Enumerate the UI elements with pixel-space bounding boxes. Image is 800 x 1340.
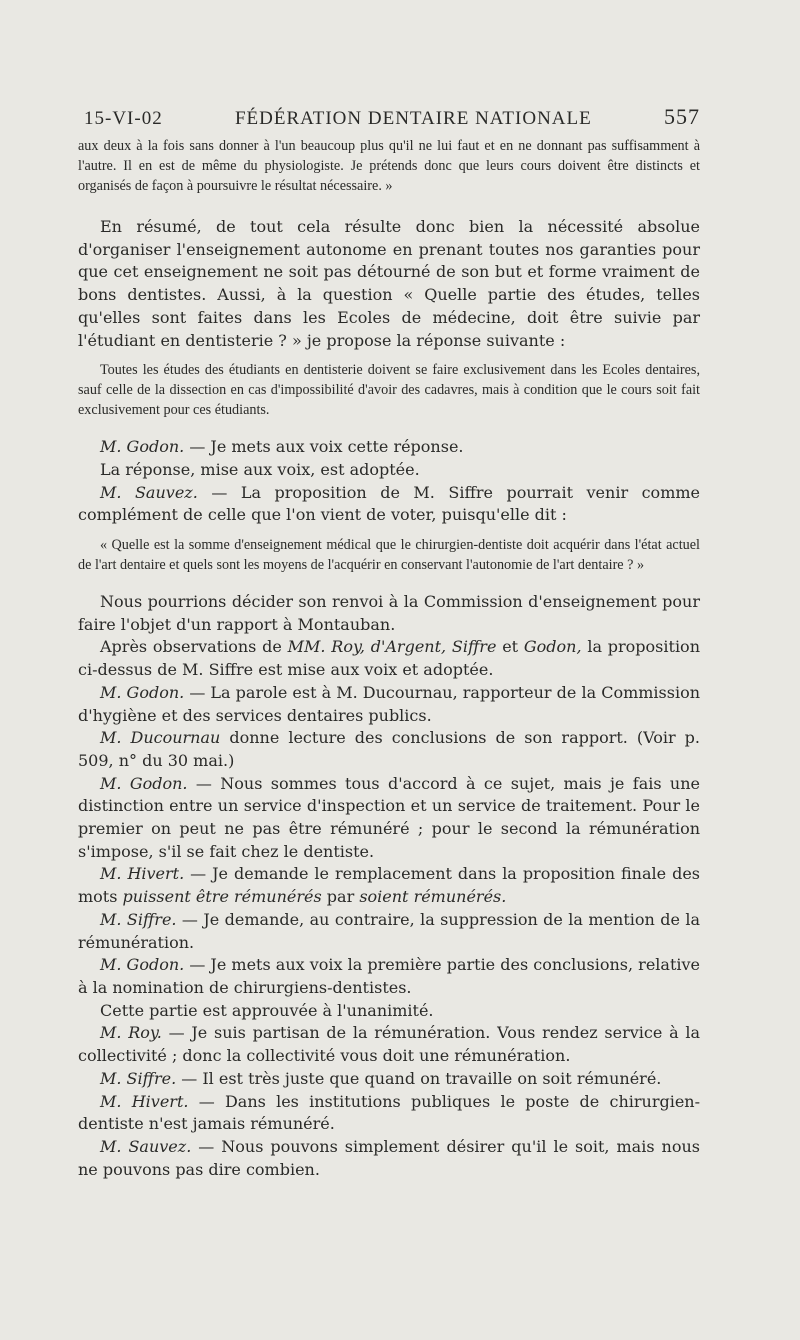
speaker-name: M. Siffre. — [100, 1068, 177, 1088]
paragraph-ducournau: M. Ducournau donne lecture des conclusions de son rapport. (Voir p. 509, n° du 30 mai.) — [78, 728, 700, 770]
speaker-name: M. Godon. — [100, 955, 185, 975]
speaker-name: M. Godon. — [100, 773, 188, 793]
speaker-name: M. Roy. — [100, 1023, 162, 1043]
header-date: 15-VI-02 — [84, 108, 163, 129]
siffre-proposition-quote: « Quelle est la somme d'enseignement médical que le chirurgien-dentiste doit acquérir dans l'état actuel de l'art dentaire et quels sont les moyens de l'acquérir en conservant l'autonomie de l'art dentaire ? » — [78, 537, 700, 574]
paragraph-godon-ducournau: M. Godon. — La parole est à M. Ducournau, rapporteur de la Commission d'hygiène et des services dentaires publics. — [78, 682, 701, 725]
quote-continuation: aux deux à la fois sans donner à l'un beaucoup plus qu'il ne lui faut et en ne donnant pas suffisamment à l'autre. Il en est de même du physiologiste. Je prétends donc que leurs cours doivent être distincts et organisés de façon à poursuivre le résultat nécessaire. » — [78, 138, 700, 194]
paragraph-godon-vote: M. Godon. — Je mets aux voix cette réponse. — [100, 437, 464, 457]
paragraph-sauvez-proposal: M. Sauvez. — La proposition de M. Siffre pourrait venir comme complément de celle que l'on vient de voter, puisqu'elle dit : — [78, 482, 701, 525]
paragraph-resume: En résumé, de tout cela résulte donc bien la nécessité absolue d'organiser l'enseignement autonome en prenant toutes nos garanties pour que cet enseignement ne soit pas détourné de son but et forme vraiment de bons dentistes. Aussi, à la question « Quelle partie des études, telles qu'elles sont faites dans les Ecoles de médecine, doit être suivie par l'étudiant en dentisterie ? » je propose la réponse suivante : — [78, 217, 700, 350]
running-header — [84, 104, 700, 130]
paragraph-sauvez-combien: M. Sauvez. — Nous pouvons simplement désirer qu'il le soit, mais nous ne pouvons pas dire combien. — [78, 1136, 700, 1179]
paragraph-hivert-remplacement: M. Hivert. — Je demande le remplacement dans la proposition finale des mots puissent être rémunérés par soient rémunérés. — [78, 864, 700, 907]
speaker-name: M. Godon. — [100, 437, 185, 457]
paragraph-renvoi: Nous pourrions décider son renvoi à la Commission d'enseignement pour faire l'objet d'un rapport à Montauban. — [78, 592, 700, 634]
paragraph-godon-premiere-partie: M. Godon. — Je mets aux voix la première partie des conclusions, relative à la nomination de chirurgiens-dentistes. — [78, 955, 701, 997]
speaker-name: M. Siffre. — [100, 909, 177, 929]
speaker-name: M. Sauvez. — [100, 1136, 192, 1156]
speaker-name: M. Godon. — [100, 682, 185, 702]
paragraph-adopted: La réponse, mise aux voix, est adoptée. — [100, 459, 420, 479]
proposed-answer: Toutes les études des étudiants en dentisterie doivent se faire exclusivement dans les Ecoles dentaires, sauf celle de la dissection en cas d'impossibilité d'avoir des cadavres, mais à condition que le cours soit fait exclusivement pour ces étudiants. — [78, 362, 700, 419]
speaker-name: M. Ducournau — [100, 728, 221, 748]
paragraph-hivert-institutions: M. Hivert. — Dans les institutions publiques le poste de chirurgien-dentiste n'est jamais rémunéré. — [78, 1091, 701, 1134]
paragraph-observations: Après observations de MM. Roy, d'Argent, Siffre et Godon, la proposition ci-dessus de M. Siffre est mise aux voix et adoptée. — [78, 637, 700, 680]
paragraph-siffre-suppression: M. Siffre. — Je demande, au contraire, la suppression de la mention de la rémunération. — [78, 909, 701, 952]
paragraph-roy: M. Roy. — Je suis partisan de la rémunération. Vous rendez service à la collectivité ; donc la collectivité vous doit une rémunération. — [78, 1023, 701, 1066]
paragraph-siffre-remunere: M. Siffre. — Il est très juste que quand on travaille on soit rémunéré. — [100, 1068, 662, 1088]
speaker-name: M. Sauvez. — [100, 482, 198, 502]
paragraph-godon-distinction: M. Godon. — Nous sommes tous d'accord à ce sujet, mais je fais une distinction entre un service d'inspection et un service de traitement. Pour le premier on peut ne pas être rémunéré ; pour le second la rémunération s'impose, s'il se fait chez le dentiste. — [78, 773, 701, 861]
speaker-name: M. Hivert. — [100, 864, 185, 884]
paragraph-unanimite: Cette partie est approuvée à l'unanimité. — [100, 1000, 434, 1020]
page-number: 557 — [663, 104, 700, 129]
speaker-name: M. Hivert. — [100, 1091, 189, 1111]
header-title: FÉDÉRATION DENTAIRE NATIONALE — [234, 108, 592, 129]
